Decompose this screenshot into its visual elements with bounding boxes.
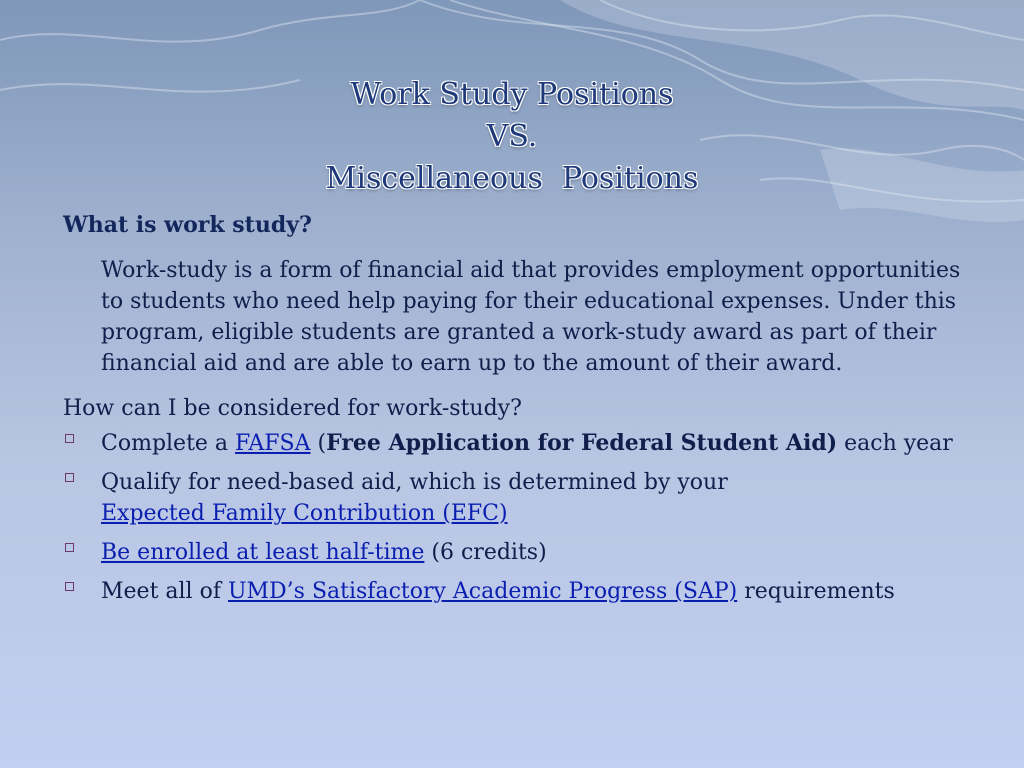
- how-to-qualify-heading: How can I be considered for work-study?: [63, 396, 522, 421]
- list-item: [63, 467, 968, 529]
- square-bullet-icon: [65, 582, 74, 591]
- list-item: [63, 576, 968, 607]
- list-item: [63, 537, 968, 568]
- square-bullet-icon: [65, 434, 74, 443]
- fafsa-full-name: Free Application for Federal Student Aid): [326, 430, 838, 456]
- fafsa-link[interactable]: FAFSA: [235, 431, 311, 456]
- work-study-definition: Work-study is a form of financial aid that provides employment opportunities to students who need help paying for their educational expenses. Under this program, eligible students are granted a work-study award as part of their financial aid and are able to earn up to the amount of their award.: [101, 258, 961, 376]
- title-line-3: Miscellaneous Positions: [325, 161, 699, 196]
- square-bullet-icon: [65, 543, 74, 552]
- slide-title: [0, 74, 1024, 200]
- sap-link[interactable]: UMD’s Satisfactory Academic Progress (SAP): [227, 579, 738, 604]
- item-text: Meet all of: [101, 579, 228, 604]
- item-text: Qualify for need-based aid, which is determined by your: [101, 470, 728, 495]
- item-text: requirements: [737, 579, 895, 604]
- list-item: [63, 428, 968, 459]
- title-line-2: VS.: [486, 119, 538, 154]
- slide-body: [63, 210, 968, 615]
- item-text: Complete a: [101, 431, 236, 456]
- item-text: (6 credits): [424, 540, 547, 565]
- square-bullet-icon: [65, 473, 74, 482]
- title-line-1: Work Study Positions: [350, 77, 674, 112]
- half-time-enrollment-link[interactable]: Be enrolled at least half-time: [101, 540, 425, 565]
- efc-link[interactable]: Expected Family Contribution (EFC): [101, 501, 508, 526]
- requirements-list: [63, 428, 968, 607]
- item-text: each year: [837, 431, 953, 456]
- item-text: (: [310, 431, 327, 456]
- what-is-work-study-heading: What is work study?: [63, 212, 312, 238]
